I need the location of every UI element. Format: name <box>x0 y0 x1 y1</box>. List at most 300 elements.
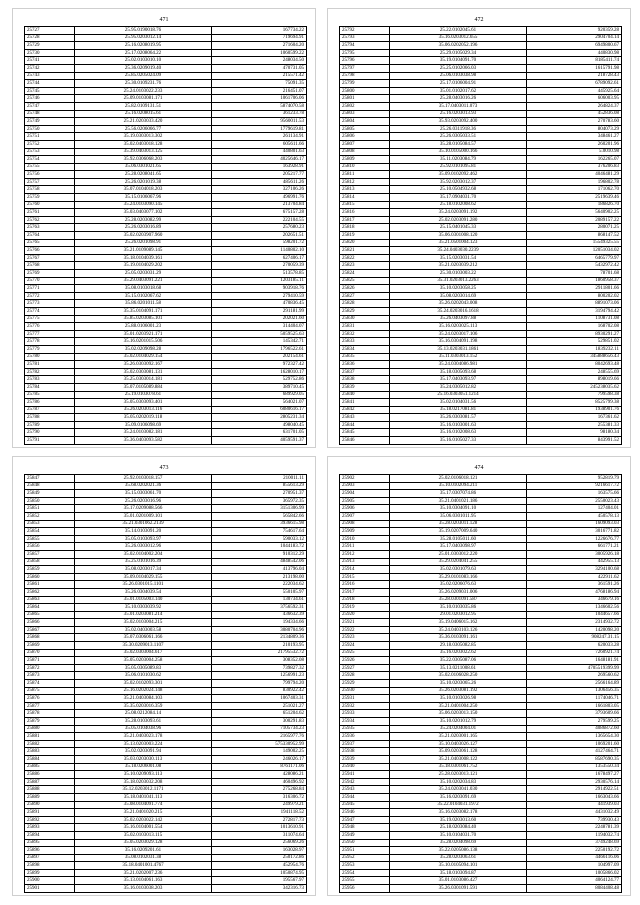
row-value-cell: 163575.66 <box>527 490 622 498</box>
row-code-cell: 25.15.0401045.33 <box>390 224 527 232</box>
row-code-cell: 25.26.0201098.91 <box>75 239 212 247</box>
row-code-cell: 35.36.0403093.582 <box>75 437 212 445</box>
row-code-cell: 35.24.0203091.192 <box>390 209 527 217</box>
table-row <box>25 247 307 255</box>
row-value-cell: 422911.62 <box>527 573 622 581</box>
row-code-cell: 25.56.0206066.77 <box>75 125 212 133</box>
row-code-cell: 35.26.0209031.006 <box>390 588 527 596</box>
row-id-cell: 25851 <box>25 505 75 513</box>
row-value-cell: 7260921.74 <box>527 649 622 657</box>
row-id-cell: 25844 <box>340 421 390 429</box>
table-row <box>25 740 307 748</box>
row-id-cell: 25868 <box>25 634 75 642</box>
row-id-cell: 25822 <box>340 254 390 262</box>
row-id-cell: 25796 <box>340 57 390 65</box>
row-value-cell: 4431032.49 <box>527 809 622 817</box>
row-code-cell: 35.21.0403023.178 <box>75 733 212 741</box>
table-row <box>25 102 307 110</box>
row-value-cell: 348461.27 <box>527 133 622 141</box>
row-id-cell: 25956 <box>340 885 390 893</box>
table-row <box>340 497 622 505</box>
row-code-cell: 35.14.0103091.20 <box>75 528 212 536</box>
row-code-cell: 35.16.0203091.69 <box>390 793 527 801</box>
row-id-cell: 25841 <box>340 399 390 407</box>
row-value-cell: 270951.37 <box>212 490 307 498</box>
table-row <box>340 315 622 323</box>
row-code-cell: 35.21.0109089.145 <box>75 247 212 255</box>
table-row <box>340 862 622 870</box>
row-id-cell: 25828 <box>340 300 390 308</box>
table-row <box>25 520 307 528</box>
row-code-cell: 35.06.0301011.95 <box>390 512 527 520</box>
row-value-cell: 250172.86 <box>212 854 307 862</box>
table-row <box>25 497 307 505</box>
row-value-cell: 1256991.23 <box>212 672 307 680</box>
table-row <box>340 687 622 695</box>
table-row <box>340 239 622 247</box>
row-id-cell: 25858 <box>25 558 75 566</box>
table-row <box>340 216 622 224</box>
row-id-cell: 25908 <box>340 520 390 528</box>
row-code-cell: 35.68.0202021.36 <box>75 482 212 490</box>
table-row <box>340 95 622 103</box>
row-code-cell: 35.15.0102067.62 <box>75 292 212 300</box>
row-code-cell: 35.18.0206001.08 <box>75 763 212 771</box>
row-code-cell: 35.24.0203041.030 <box>390 786 527 794</box>
row-value-cell: 565842.66 <box>212 512 307 520</box>
row-code-cell: 35.19.0303013.302 <box>75 133 212 141</box>
row-value-cell: 9216617.72 <box>527 482 622 490</box>
row-value-cell: 450578.13 <box>527 512 622 520</box>
row-value-cell: 719694.91 <box>212 34 307 42</box>
row-value-cell: 256069.26 <box>212 839 307 847</box>
table-row <box>340 847 622 855</box>
row-id-cell: 25916 <box>340 581 390 589</box>
row-code-cell: 25.26.0305033.51 <box>390 133 527 141</box>
row-code-cell: 35.28.0203011.128 <box>390 520 527 528</box>
row-value-cell: 2314932.72 <box>527 619 622 627</box>
row-id-cell: 25814 <box>340 194 390 202</box>
row-id-cell: 25742 <box>25 64 75 72</box>
row-value-cell: 1050874.95 <box>212 869 307 877</box>
table-row <box>25 854 307 862</box>
row-code-cell: 35.10.0303039.92 <box>75 604 212 612</box>
table-row <box>340 338 622 346</box>
row-id-cell: 25837 <box>340 368 390 376</box>
row-value-cell: 564021.07 <box>212 399 307 407</box>
row-id-cell: 25953 <box>340 862 390 870</box>
table-row <box>25 771 307 779</box>
table-row <box>340 399 622 407</box>
row-value-cell: 2250192.72 <box>527 847 622 855</box>
row-code-cell: 25.16.0303051.1214 <box>390 391 527 399</box>
row-code-cell: 35.16.0201015.506 <box>75 338 212 346</box>
row-value-cell: 2566164.89 <box>527 680 622 688</box>
row-id-cell: 25903 <box>340 482 390 490</box>
row-id-cell: 25924 <box>340 642 390 650</box>
row-id-cell: 25775 <box>25 315 75 323</box>
row-id-cell: 25801 <box>340 95 390 103</box>
row-code-cell: 35.03.0203030.113 <box>75 755 212 763</box>
row-id-cell: 25756 <box>25 171 75 179</box>
table-row <box>25 232 307 240</box>
row-value-cell: 440801.63 <box>212 148 307 156</box>
row-id-cell: 25820 <box>340 239 390 247</box>
table-row <box>340 391 622 399</box>
table-row <box>25 755 307 763</box>
row-value-cell: 269560.62 <box>527 672 622 680</box>
row-code-cell: 35.05.0104038.96 <box>75 725 212 733</box>
row-id-cell: 25789 <box>25 421 75 429</box>
row-code-cell: 35.02.0203091.94 <box>75 748 212 756</box>
row-code-cell: 35.39.0403013.125 <box>75 148 212 156</box>
table-row <box>340 194 622 202</box>
row-code-cell: 35.19.0104029.202 <box>75 262 212 270</box>
table-row <box>25 421 307 429</box>
row-code-cell: 35.01.0102017.62 <box>390 87 527 95</box>
row-id-cell: 25930 <box>340 687 390 695</box>
row-id-cell: 25793 <box>340 34 390 42</box>
row-code-cell: 35.24.0103090.145 <box>75 201 212 209</box>
data-table <box>24 26 307 445</box>
row-code-cell: 35.24.0204004.01 <box>390 725 527 733</box>
table-row <box>25 178 307 186</box>
row-code-cell: 35.02.0303004.617 <box>75 649 212 657</box>
row-code-cell: 35.16.0203022.62 <box>390 649 527 657</box>
row-value-cell: 2930576.14 <box>527 778 622 786</box>
table-row <box>25 330 307 338</box>
table-row <box>25 763 307 771</box>
row-code-cell: 25.26.0203016.96 <box>75 497 212 505</box>
row-value-cell: 4025646.17 <box>212 156 307 164</box>
row-value-cell: 804073.29 <box>527 125 622 133</box>
row-id-cell: 25818 <box>340 224 390 232</box>
row-id-cell: 25755 <box>25 163 75 171</box>
row-id-cell: 25857 <box>25 550 75 558</box>
row-id-cell: 25900 <box>25 877 75 885</box>
row-code-cell: 35.21.0403008.122 <box>390 755 527 763</box>
row-id-cell: 25753 <box>25 148 75 156</box>
row-value-cell: 440830.98 <box>527 49 622 57</box>
row-value-cell: 210011.11 <box>212 475 307 483</box>
table-row <box>25 361 307 369</box>
table-row <box>340 634 622 642</box>
row-code-cell: 35.18.0401041.113 <box>75 793 212 801</box>
row-value-cell: 1628010.17 <box>212 368 307 376</box>
row-id-cell: 25810 <box>340 163 390 171</box>
table-row <box>25 42 307 50</box>
row-code-cell: 35.92.0203012.37 <box>390 178 527 186</box>
row-value-cell: 167361.62 <box>527 414 622 422</box>
row-value-cell: 145342.71 <box>212 338 307 346</box>
table-row <box>25 125 307 133</box>
row-code-cell: 35.26.0301091.591 <box>390 885 527 893</box>
table-row <box>340 353 622 361</box>
row-id-cell: 25901 <box>25 885 75 893</box>
row-id-cell: 25894 <box>25 831 75 839</box>
row-id-cell: 25838 <box>340 376 390 384</box>
row-code-cell: 35.22.0305087.06 <box>390 657 527 665</box>
row-code-cell: 25.25.0102066.03 <box>390 64 527 72</box>
row-code-cell: 25.02.0103010.10 <box>75 57 212 65</box>
row-code-cell: 35.17.0403093.97 <box>390 376 527 384</box>
row-value-cell: 6465779.97 <box>527 254 622 262</box>
row-id-cell: 25915 <box>340 573 390 581</box>
row-value-cell: 2089157.22 <box>527 216 622 224</box>
row-id-cell: 25763 <box>25 224 75 232</box>
row-code-cell: 35.02.0403003.58 <box>75 626 212 634</box>
row-value-cell: 1941118.52 <box>212 809 307 817</box>
row-id-cell: 25785 <box>25 391 75 399</box>
table-row <box>340 262 622 270</box>
row-id-cell: 25878 <box>25 710 75 718</box>
row-code-cell: 35.24.0203017.106 <box>390 330 527 338</box>
row-id-cell: 25913 <box>340 558 390 566</box>
row-code-cell: 25.16.0203013.93 <box>390 110 527 118</box>
data-table <box>339 26 622 445</box>
row-value-cell: 215571.42 <box>212 72 307 80</box>
table-row <box>25 406 307 414</box>
row-code-cell: 25.10.0504932.68 <box>390 186 527 194</box>
row-code-cell: 35.22.0205086.138 <box>390 847 527 855</box>
row-value-cell: 4768186.94 <box>527 588 622 596</box>
row-id-cell: 25840 <box>340 391 390 399</box>
row-code-cell: 35.17.0307074.86 <box>390 490 527 498</box>
row-value-cell: 216451.07 <box>212 87 307 95</box>
row-code-cell: 25.17.0106004.91 <box>390 80 527 88</box>
row-code-cell: 35.17.0209088.566 <box>75 505 212 513</box>
row-value-cell: 920359.28 <box>527 27 622 35</box>
row-value-cell: 8084408.48 <box>527 885 622 893</box>
table-row <box>340 421 622 429</box>
row-id-cell: 25872 <box>25 664 75 672</box>
table-row <box>340 664 622 672</box>
row-value-cell: 314404.07 <box>212 323 307 331</box>
row-code-cell: 35.10.0304091.10 <box>390 505 527 513</box>
table-row <box>25 148 307 156</box>
row-value-cell: 8930291.27 <box>527 330 622 338</box>
table-row <box>340 133 622 141</box>
row-id-cell: 25823 <box>340 262 390 270</box>
row-code-cell: 35.02.0104031.56 <box>390 399 527 407</box>
row-value-cell: 675157.28 <box>212 209 307 217</box>
row-value-cell: 4705519399.99 <box>527 664 622 672</box>
row-code-cell: 25.28.0403016.26 <box>390 95 527 103</box>
row-id-cell: 25951 <box>340 847 390 855</box>
row-id-cell: 25940 <box>340 763 390 771</box>
row-id-cell: 25904 <box>340 490 390 498</box>
row-code-cell: 35.10.0105094.101 <box>390 862 527 870</box>
table-row <box>25 338 307 346</box>
row-code-cell: 35.05.0203029.128 <box>75 839 212 847</box>
row-code-cell: 25.02.0203091.280 <box>390 216 527 224</box>
table-row <box>340 232 622 240</box>
page-number: 473 <box>159 465 169 471</box>
row-code-cell: 35.28.0203063.61 <box>390 854 527 862</box>
row-id-cell: 25751 <box>25 133 75 141</box>
table-row <box>25 270 307 278</box>
table-row <box>25 512 307 520</box>
row-code-cell: 29.01.0203012.95 <box>390 611 527 619</box>
row-value-cell: 1044183.72 <box>212 543 307 551</box>
row-id-cell: 25831 <box>340 323 390 331</box>
row-id-cell: 25729 <box>25 42 75 50</box>
row-id-cell: 25799 <box>340 80 390 88</box>
table-row <box>340 300 622 308</box>
row-id-cell: 25918 <box>340 596 390 604</box>
table-row <box>340 831 622 839</box>
table-row <box>25 528 307 536</box>
table-row <box>340 345 622 353</box>
row-value-cell: 3749248.69 <box>527 839 622 847</box>
row-code-cell: 25.82.0109131.51 <box>75 102 212 110</box>
row-code-cell: 35.10.0102094.211 <box>390 482 527 490</box>
row-id-cell: 25935 <box>340 725 390 733</box>
row-code-cell: 35.09.0203061.128 <box>390 748 527 756</box>
table-row <box>25 543 307 551</box>
row-id-cell: 25761 <box>25 209 75 217</box>
row-id-cell: 25936 <box>340 733 390 741</box>
row-code-cell: 35.35.0203016.359 <box>75 702 212 710</box>
table-row <box>340 604 622 612</box>
row-code-cell: 25.06.0103038.98 <box>390 72 527 80</box>
row-code-cell: 35.16.0102008.63 <box>390 429 527 437</box>
table-row <box>340 49 622 57</box>
row-code-cell: 35.16.0203082.178 <box>390 809 527 817</box>
table-row <box>25 95 307 103</box>
row-value-cell: 3194794.42 <box>527 307 622 315</box>
table-row <box>25 725 307 733</box>
row-code-cell: 35.18.0217081.81 <box>390 406 527 414</box>
table-row <box>340 247 622 255</box>
row-id-cell: 25765 <box>25 239 75 247</box>
row-id-cell: 25928 <box>340 672 390 680</box>
row-value-cell: 270783.60 <box>527 118 622 126</box>
table-row <box>340 475 622 483</box>
table-row <box>25 353 307 361</box>
row-code-cell: 35.05.0202019.118 <box>75 414 212 422</box>
table-row <box>25 49 307 57</box>
row-id-cell: 25875 <box>25 687 75 695</box>
table-row <box>340 816 622 824</box>
row-value-cell: 196802.78 <box>527 178 622 186</box>
row-code-cell: 35.02.0104002.204 <box>75 550 212 558</box>
row-value-cell: 830922.42 <box>212 687 307 695</box>
table-row <box>25 535 307 543</box>
row-code-cell: 35.21.0203001.165 <box>390 733 527 741</box>
row-value-cell: 257680.23 <box>212 224 307 232</box>
row-id-cell: 25905 <box>340 497 390 505</box>
row-code-cell: 35.36.0103091.161 <box>390 634 527 642</box>
row-code-cell: 35.26.0403097.88 <box>390 315 527 323</box>
row-value-cell: 213198.00 <box>212 573 307 581</box>
table-row <box>340 535 622 543</box>
row-code-cell: 35.13.0203003.224 <box>75 740 212 748</box>
row-code-cell: 25.21.0203033.420 <box>75 118 212 126</box>
row-value-cell: 8525799.38 <box>527 399 622 407</box>
row-value-cell: 78701.68 <box>527 270 622 278</box>
row-value-cell: 1013610.91 <box>212 824 307 832</box>
table-row <box>340 110 622 118</box>
row-id-cell: 25938 <box>340 748 390 756</box>
row-value-cell: 452954.76 <box>212 862 307 870</box>
table-row <box>25 680 307 688</box>
row-code-cell: 35.06.0301008.120 <box>390 232 527 240</box>
row-code-cell: 25.01.0303012.220 <box>390 550 527 558</box>
row-code-cell: 25.85.0205024.09 <box>75 72 212 80</box>
row-value-cell: 163928.91 <box>212 163 307 171</box>
table-row <box>340 755 622 763</box>
row-id-cell: 25921 <box>340 619 390 627</box>
table-row <box>25 57 307 65</box>
row-code-cell: 35.85.0203085.101 <box>75 315 212 323</box>
table-row <box>340 429 622 437</box>
page-474 <box>327 456 631 896</box>
row-code-cell: 25.18.0102008.62 <box>390 201 527 209</box>
row-value-cell: 1796522.61 <box>212 345 307 353</box>
table-row <box>340 102 622 110</box>
row-code-cell: 25.16.0202024.148 <box>75 687 212 695</box>
row-value-cell: 12051034.02 <box>527 247 622 255</box>
row-value-cell: 6080616.17 <box>212 406 307 414</box>
row-value-cell: 3756592.31 <box>212 604 307 612</box>
row-code-cell: 35.06.0301021.65 <box>75 163 212 171</box>
row-code-cell: 35.17.0403011.073 <box>390 102 527 110</box>
row-value-cell: 620033.28 <box>527 642 622 650</box>
table-row <box>340 550 622 558</box>
row-id-cell: 25907 <box>340 512 390 520</box>
row-code-cell: 35.26.0202043.008 <box>390 300 527 308</box>
row-code-cell: 35.24.0103082.181 <box>75 429 212 437</box>
table-row <box>25 490 307 498</box>
row-code-cell: 35.19.0104091.70 <box>390 57 527 65</box>
table-row <box>340 163 622 171</box>
table-row <box>340 490 622 498</box>
row-code-cell: 25.26.0311918.36 <box>390 125 527 133</box>
row-value-cell: 5059525.63 <box>212 330 307 338</box>
table-row <box>340 270 622 278</box>
row-value-cell: 1174046.71 <box>527 695 622 703</box>
row-value-cell: 754617.64 <box>212 528 307 536</box>
table-row <box>25 869 307 877</box>
row-id-cell: 25944 <box>340 793 390 801</box>
row-id-cell: 25945 <box>340 801 390 809</box>
row-value-cell: 213704.84 <box>212 201 307 209</box>
row-value-cell: 1839232.11 <box>527 345 622 353</box>
row-id-cell: 25821 <box>340 247 390 255</box>
table-row <box>340 186 622 194</box>
table-row <box>340 201 622 209</box>
row-value-cell: 194334.66 <box>212 619 307 627</box>
row-value-cell: 1661803.05 <box>527 702 622 710</box>
row-code-cell: 25.02.0106018.121 <box>390 475 527 483</box>
row-id-cell: 25839 <box>340 383 390 391</box>
row-value-cell: 1226676.77 <box>527 535 622 543</box>
table-row <box>340 125 622 133</box>
row-code-cell: 35.16.0104001.554 <box>75 824 212 832</box>
row-value-cell: 436632.39 <box>212 611 307 619</box>
table-row <box>25 695 307 703</box>
row-value-cell: 661771.21 <box>527 543 622 551</box>
row-value-cell: 2805231.34 <box>212 414 307 422</box>
row-code-cell: 35.18.0401001.4767 <box>75 862 212 870</box>
row-id-cell: 25743 <box>25 72 75 80</box>
row-value-cell: 441939.03 <box>527 801 622 809</box>
row-value-cell: 389710.45 <box>212 383 307 391</box>
row-code-cell: 35.08.0203017.34 <box>75 566 212 574</box>
row-code-cell: 35.21.0301062.2139 <box>75 520 212 528</box>
row-code-cell: 25.09.0103081.171 <box>75 95 212 103</box>
